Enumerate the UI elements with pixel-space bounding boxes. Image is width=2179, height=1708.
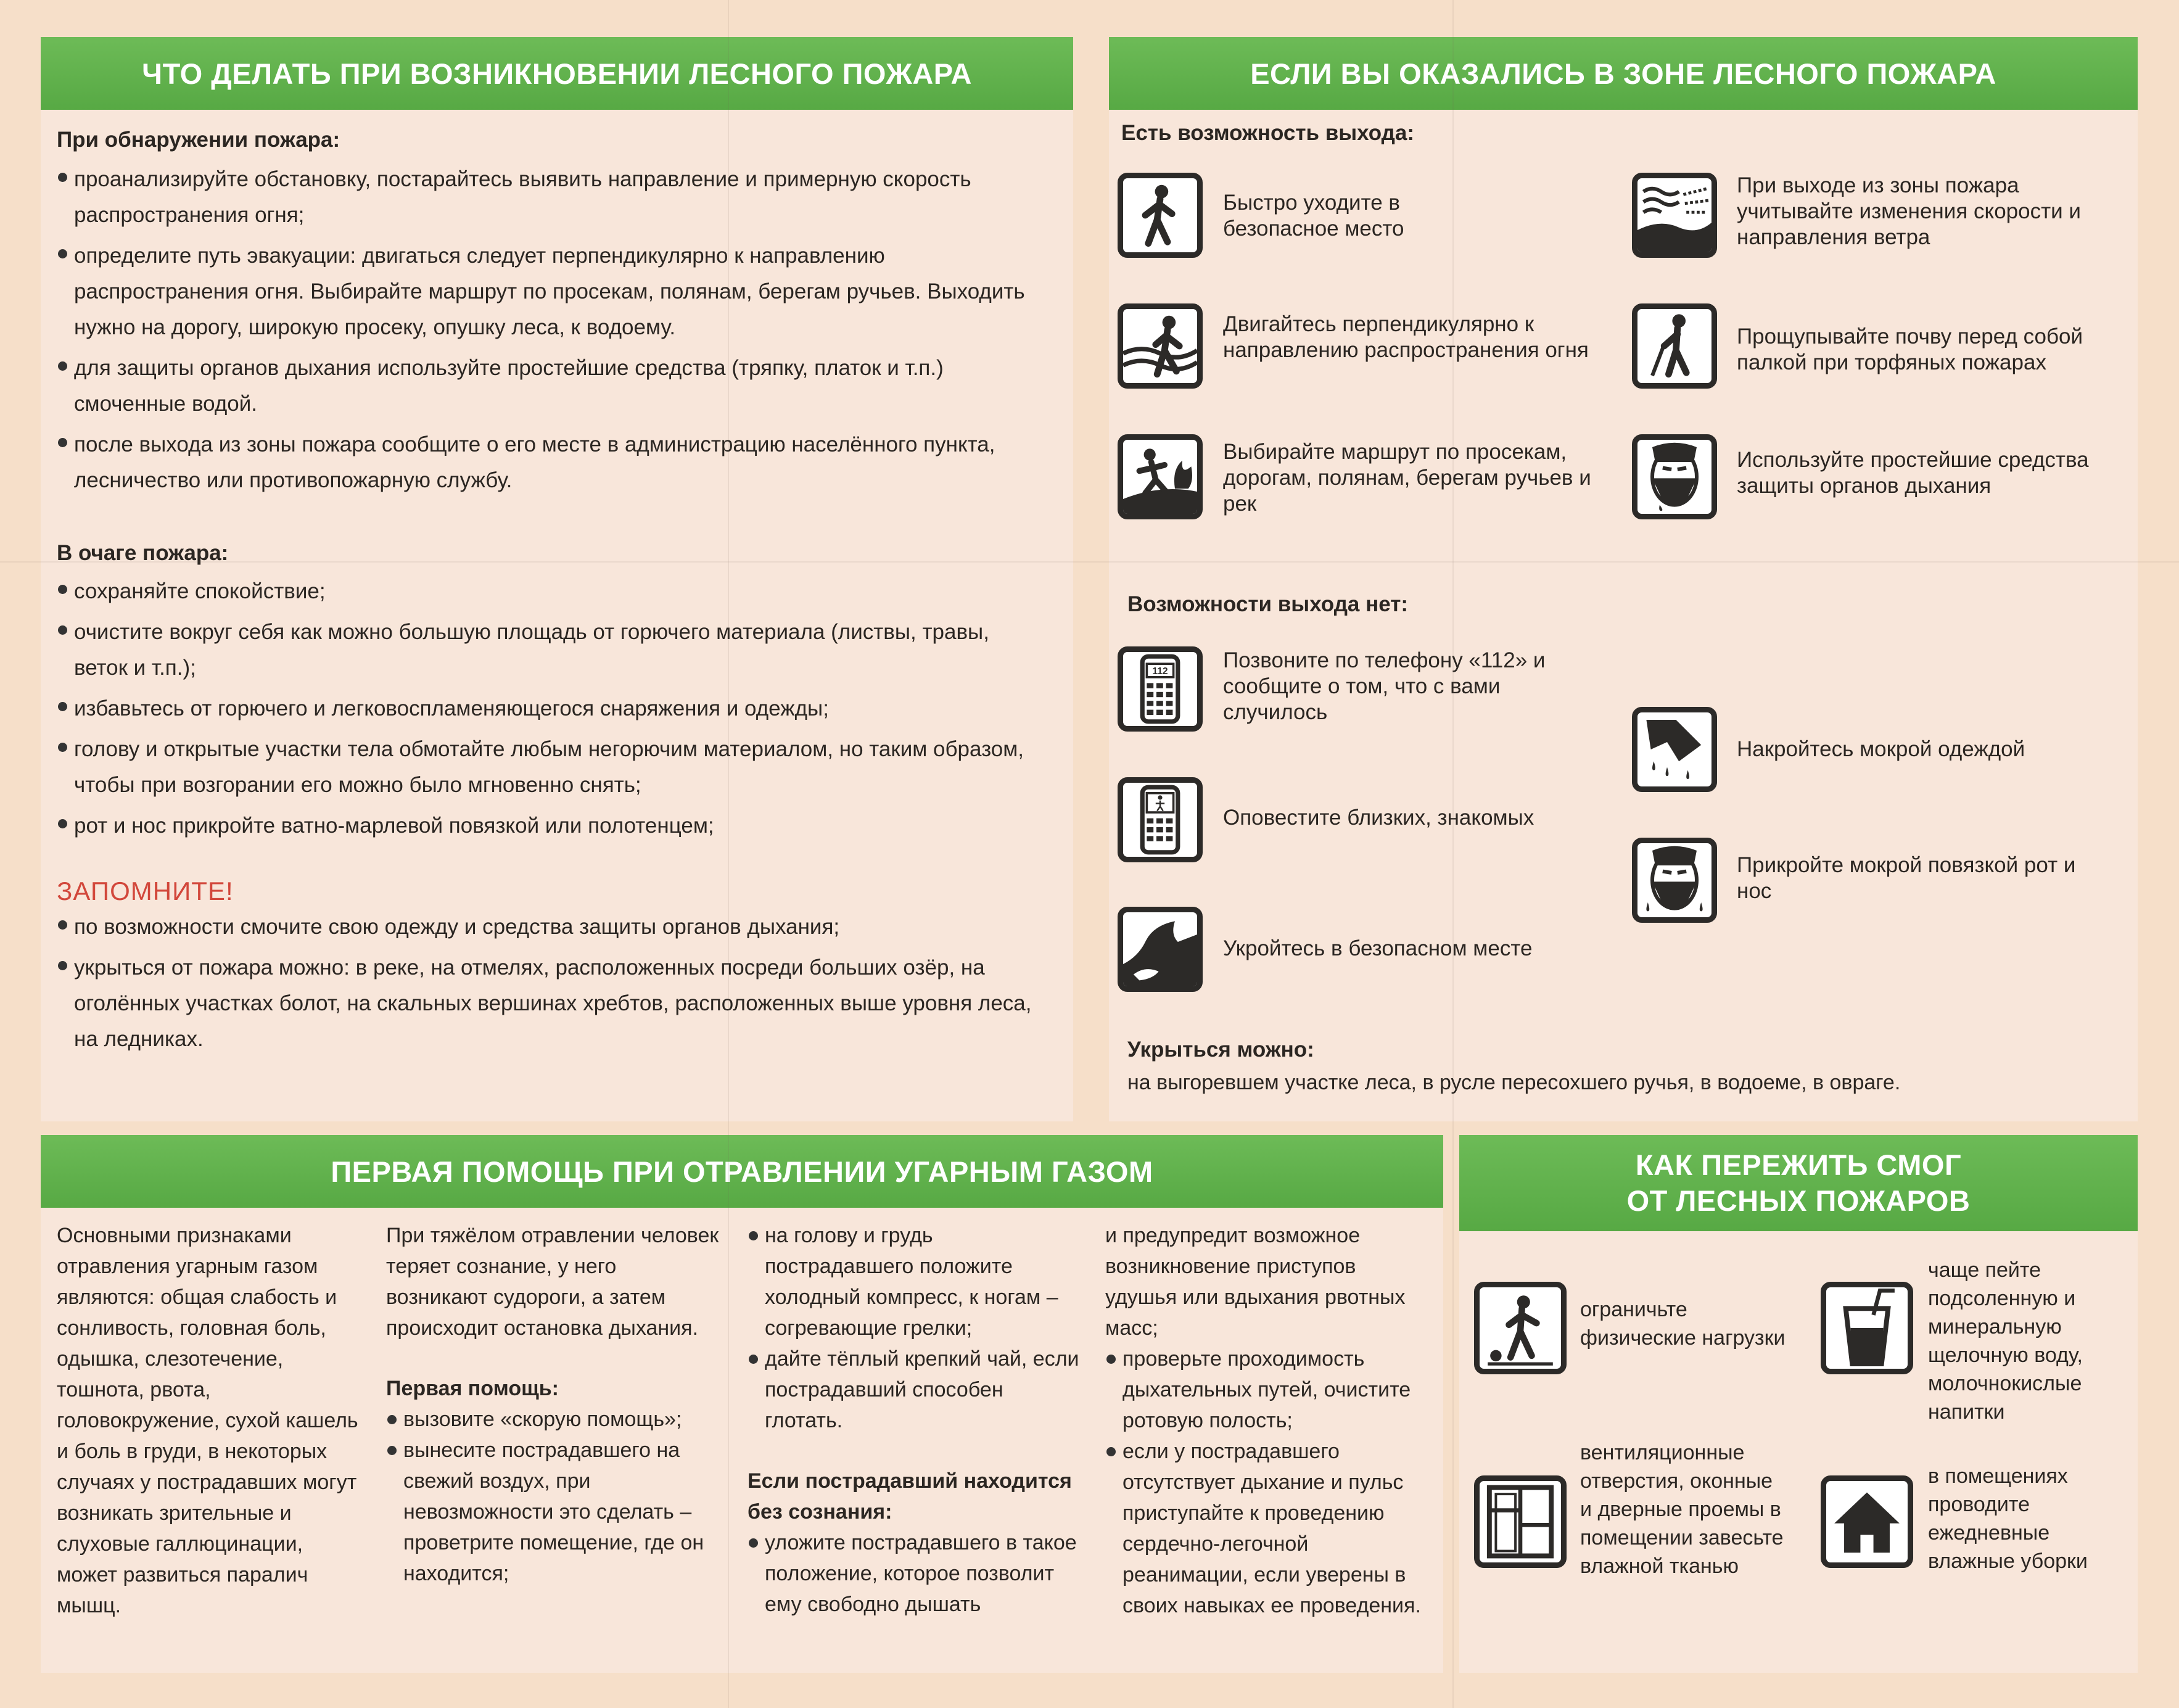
shelter-icon [1118, 907, 1203, 992]
exit-item-text: Выбирайте маршрут по просекам, дорогам, полянам, берегам ручьев и рек [1223, 440, 1591, 516]
remember-heading: ЗАПОМНИТЕ! [57, 877, 234, 906]
list-item: сохраняйте спокойствие; [57, 574, 1044, 609]
list-item: дайте тёплый крепкий чай, если пострадавший способен глотать. [748, 1343, 1081, 1436]
list-item: укрыться от пожара можно: в реке, на отмелях, расположенных посреди больших озёр, на оголённых участках болот, на скальных вершинах хребтов, расположенных выше уровня леса, на ледниках. [57, 950, 1044, 1057]
wet-bandage-icon [1632, 838, 1717, 923]
panel-title-line-2: ОТ ЛЕСНЫХ ПОЖАРОВ [1626, 1184, 1971, 1217]
symptoms-column: Основными признаками отравления угарным газом являются: общая слабость и сонливость, головная боль, одышка, слезотечение, тошнота, рвота, головокружение, сухой кашель и боль в груди, в некоторых случаях у пострадавших могут возникать зрительные и слуховые галлюцинации, может развиться паралич мышц. [57, 1224, 358, 1617]
panel-title: ПЕРВАЯ ПОМОЩЬ ПРИ ОТРАВЛЕНИИ УГАРНЫМ ГАЗОМ [41, 1135, 1443, 1208]
noexit-item-text: Укройтесь в безопасном месте [1223, 936, 1533, 960]
phone-person-icon [1118, 777, 1203, 862]
smog-item-text: в помещениях проводите ежедневные влажные уборки [1928, 1464, 2088, 1573]
list-item: для защиты органов дыхания используйте простейшие средства (тряпку, платок и т.п.) смоченные водой. [57, 350, 1044, 422]
smog-item-text: ограничьте физические нагрузки [1580, 1298, 1786, 1350]
list-item: после выхода из зоны пожара сообщите о его месте в администрацию населённого пункта, лесничество или противопожарную службу. [57, 427, 1044, 498]
list-item: очистите вокруг себя как можно большую площадь от горючего материала (листвы, травы, веток и т.п.); [57, 614, 1044, 686]
wet-clothes-icon [1632, 707, 1717, 792]
exercise-icon [1474, 1282, 1567, 1374]
continued-text: и предупредит возможное возникновение приступов удушья или вдыхания рвотных масс; [1105, 1224, 1406, 1340]
fold-line [1452, 0, 1454, 1708]
person-with-stick-icon [1632, 303, 1717, 389]
exit-item-text: Двигайтесь перпендикулярно к направлению распространения огня [1223, 312, 1589, 362]
list-item: проанализируйте обстановку, постарайтесь выявить направление и примерную скорость распространения огня; [57, 162, 1044, 233]
list-item: на голову и грудь пострадавшего положите холодный компресс, к ногам – согревающие грелки; [748, 1220, 1081, 1343]
fold-line [728, 0, 729, 1708]
list-item: вызовите «скорую помощь»; [386, 1404, 719, 1435]
first-aid-column [386, 1220, 719, 1589]
running-from-fire-icon [1118, 434, 1203, 519]
list-item: рот и нос прикройте ватно-марлевой повязкой или полотенцем; [57, 808, 1044, 844]
noexit-item-text: Накройтесь мокрой одеждой [1737, 737, 2025, 761]
first-aid-column-3 [1105, 1220, 1432, 1621]
face-mask-icon [1632, 434, 1717, 519]
exit-heading: Есть возможность выхода: [1121, 121, 1415, 145]
fold-line [0, 561, 2179, 563]
list-item: голову и открытые участки тела обмотайте любым негорючим материалом, но таким образом, чтобы при возгорании его можно было мгновенно снять; [57, 732, 1044, 803]
panel-title-line-1: КАК ПЕРЕЖИТЬ СМОГ [1635, 1149, 1962, 1181]
exit-item-text: Прощупывайте почву перед собой палкой при торфяных пожарах [1737, 324, 2083, 374]
exit-item-text: Быстро уходите в безопасное место [1223, 191, 1404, 241]
exit-item-text: При выходе из зоны пожара учитывайте изменения скорости и направления ветра [1737, 173, 2081, 249]
person-in-wind-icon [1118, 303, 1203, 389]
window-icon [1474, 1475, 1567, 1568]
shelter-text: на выгоревшем участке леса, в русле пересохшего ручья, в водоеме, в овраге. [1127, 1071, 1901, 1094]
panel-in-fire-zone [1109, 37, 2138, 1121]
house-icon [1821, 1475, 1913, 1568]
first-aid-column-2 [748, 1220, 1081, 1620]
panel-title: ЕСЛИ ВЫ ОКАЗАЛИСЬ В ЗОНЕ ЛЕСНОГО ПОЖАРА [1109, 37, 2138, 110]
severe-text: При тяжёлом отравлении человек теряет сознание, у него возникают судороги, а затем происходит остановка дыхания. [386, 1224, 719, 1340]
noexit-item-text: Оповестите близких, знакомых [1223, 806, 1534, 830]
exit-item-text: Используйте простейшие средства защиты органов дыхания [1737, 448, 2089, 498]
list-item: определите путь эвакуации: двигаться следует перпендикулярно к направлению распространения огня. Выбирайте маршрут по просекам, полянам, берегам ручьев. Выходить нужно на дорогу, широкую просеку, опушку леса, к водоему. [57, 238, 1044, 345]
first-aid-heading: Первая помощь: [386, 1377, 559, 1400]
detect-heading: При обнаружении пожара: [57, 128, 340, 152]
list-item: избавьтесь от горючего и легковоспламеняющегося снаряжения и одежды; [57, 691, 1044, 727]
noexit-item-text: Позвоните по телефону «112» и сообщите о том, что с вами случилось [1223, 648, 1546, 724]
list-item: проверьте проходимость дыхательных путей, очистите ротовую полость; [1105, 1343, 1432, 1436]
panel-first-aid [41, 1135, 1443, 1673]
smog-item-text: вентиляционные отверстия, оконные и дверные проемы в помещении завесьте влажной тканью [1580, 1441, 1784, 1578]
list-item: по возможности смочите свою одежду и средства защиты органов дыхания; [57, 909, 1044, 945]
noexit-item-text: Прикройте мокрой повязкой рот и нос [1737, 853, 2076, 903]
noexit-heading: Возможности выхода нет: [1127, 592, 1409, 616]
unconscious-heading: Если пострадавший находится без сознания: [748, 1469, 1072, 1524]
shelter-heading: Укрыться можно: [1127, 1038, 1314, 1062]
list-item: уложите пострадавшего в такое положение, которое позволит ему свободно дышать [748, 1527, 1081, 1620]
phone-112-icon [1118, 646, 1203, 732]
walking-person-icon [1118, 173, 1203, 258]
phone-screen-label: 112 [1152, 666, 1168, 677]
list-item: вынесите пострадавшего на свежий воздух, при невозможности это сделать – проветрите помещение, где он находится; [386, 1435, 719, 1589]
list-item: если у пострадавшего отсутствует дыхание и пульс приступайте к проведению сердечно-легочной реанимации, если уверены в своих навыках ее проведения. [1105, 1436, 1432, 1621]
smog-item-text: чаще пейте подсоленную и минеральную щелочную воду, молочнокислые напитки [1928, 1258, 2083, 1424]
panel-what-to-do [41, 37, 1073, 1121]
focus-heading: В очаге пожара: [57, 541, 229, 565]
panel-title [1459, 1135, 2138, 1231]
drink-icon [1821, 1282, 1913, 1374]
wind-icon [1632, 173, 1717, 258]
panel-title: ЧТО ДЕЛАТЬ ПРИ ВОЗНИКНОВЕНИИ ЛЕСНОГО ПОЖАРА [41, 37, 1073, 110]
panel-smog [1459, 1135, 2138, 1673]
